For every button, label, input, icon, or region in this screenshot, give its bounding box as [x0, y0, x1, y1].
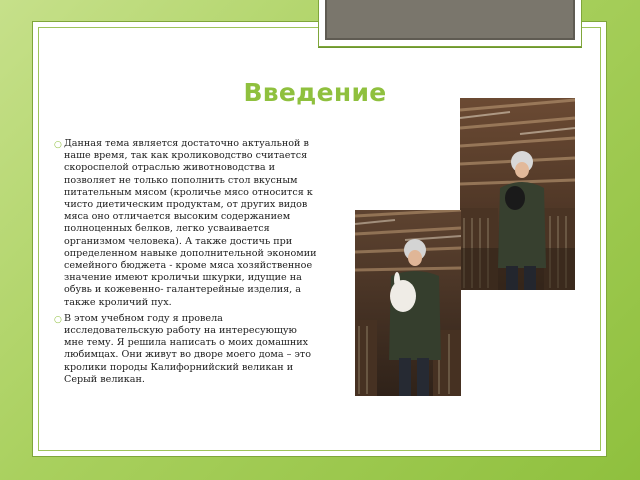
bullet-icon: ○	[54, 140, 62, 150]
paragraph-text: Данная тема является достаточно актуальной в наше время, так как кролиководство считается скороспелой отраслью животноводства и позволяет не только пополнить стол вкусным питательным мясом (кроличье мясо относится к чисто диетическим продуктам, от других видов мяса оно отличается высоким содержанием полноценных белков, легко усваивается организмом человека). А также достичь при определенном навыке дополнительной экономии семейного бюджета - кроме мяса хозяйственное значение имеют кроличьи шкурки, идущие на обувь и кожевенно- галантерейные изделия, а также кроличий пух.	[64, 138, 317, 308]
photo-girl-with-white-rabbit	[355, 210, 461, 396]
bullet-icon: ○	[54, 314, 62, 325]
top-decoration-tab	[318, 0, 582, 47]
photo-girl-with-black-rabbit	[460, 98, 575, 290]
body-text-list	[56, 138, 318, 390]
top-decoration-fill	[325, 0, 575, 40]
paragraph-text: В этом учебном году я провела исследовательскую работу на интересующую мне тему. Я решила написать о моих домашних любимцах. Они живут во дворе моего дома – это кролики породы Калифорнийский великан и Серый великан.	[64, 312, 311, 385]
slide-title: Введение	[243, 78, 387, 107]
list-item	[56, 138, 318, 309]
list-item	[56, 313, 318, 386]
